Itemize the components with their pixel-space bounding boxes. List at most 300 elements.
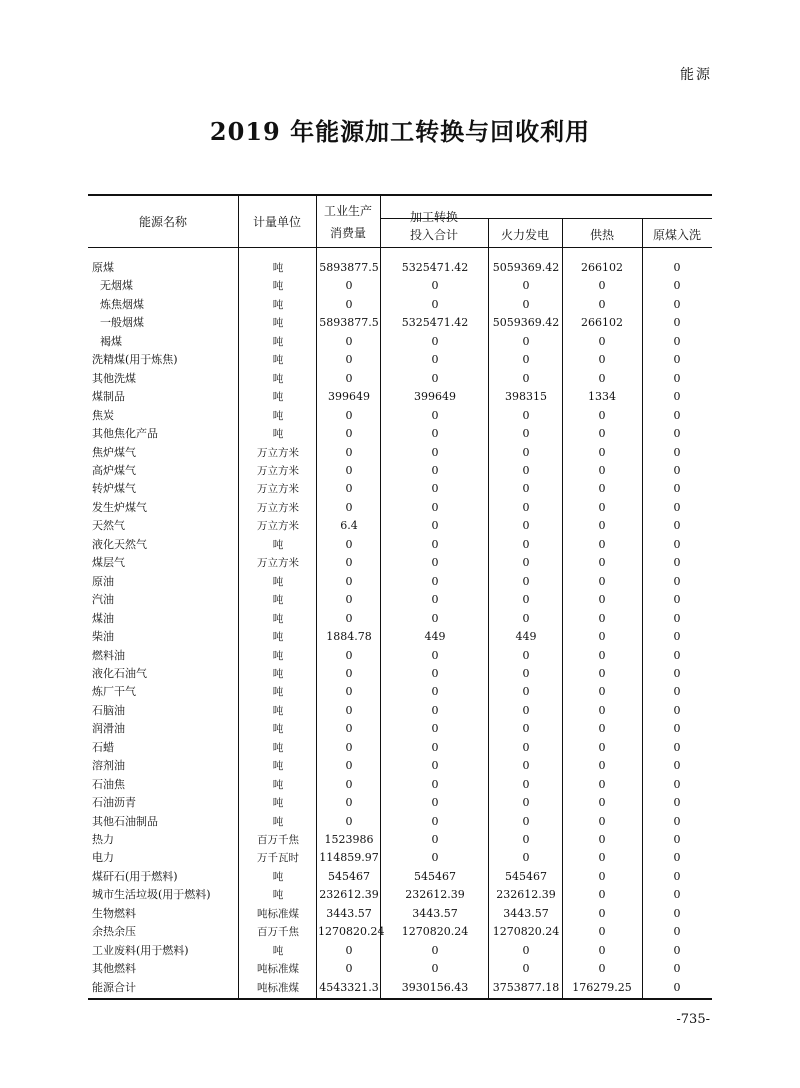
row-coal-washing: 0	[673, 261, 681, 274]
row-coal-washing: 0	[673, 869, 681, 883]
row-heat-supply: 0	[598, 353, 606, 367]
row-coal-washing: 0	[673, 500, 681, 514]
row-heat-supply: 0	[598, 537, 606, 551]
row-heat-supply: 0	[598, 666, 606, 680]
row-thermal-power: 232612.39	[496, 888, 556, 902]
table-row	[0, 314, 800, 332]
row-conversion-input: 0	[431, 500, 439, 514]
row-unit: 万立方米	[257, 446, 299, 459]
row-conversion-input: 5325471.42	[401, 261, 469, 274]
table-row	[0, 554, 800, 572]
row-heat-supply: 0	[598, 869, 606, 883]
table-top-rule	[88, 194, 712, 196]
row-unit: 吨	[272, 262, 284, 274]
row-conversion-input: 0	[431, 353, 439, 367]
row-energy-name: 柴油	[92, 630, 114, 643]
table-row	[0, 591, 800, 609]
row-heat-supply: 0	[598, 427, 606, 440]
row-industrial-consumption: 0	[345, 445, 353, 459]
row-industrial-consumption: 0	[345, 611, 353, 625]
row-energy-name: 其他焦化产品	[92, 427, 158, 440]
row-thermal-power: 398315	[505, 390, 547, 404]
row-industrial-consumption: 0	[345, 593, 353, 607]
row-conversion-input: 0	[431, 519, 439, 533]
row-conversion-input: 0	[431, 666, 439, 680]
table-row	[0, 351, 800, 369]
row-heat-supply: 0	[598, 500, 606, 514]
row-conversion-input: 0	[431, 297, 439, 311]
row-heat-supply: 0	[598, 519, 606, 533]
row-industrial-consumption: 0	[345, 574, 353, 588]
table-row	[0, 536, 800, 554]
row-energy-name: 其他洗煤	[92, 371, 136, 385]
row-unit: 吨	[272, 723, 284, 736]
row-unit: 吨	[272, 797, 284, 809]
row-energy-name: 汽油	[92, 593, 114, 607]
row-coal-washing: 0	[673, 943, 681, 957]
row-conversion-input: 0	[431, 943, 439, 957]
row-heat-supply: 0	[598, 334, 606, 348]
row-energy-name: 高炉煤气	[92, 463, 136, 477]
row-conversion-input: 0	[431, 537, 439, 551]
row-conversion-input: 0	[431, 796, 439, 809]
row-coal-washing: 0	[673, 630, 681, 643]
row-thermal-power: 0	[522, 334, 530, 348]
table-row	[0, 647, 800, 665]
row-conversion-input: 0	[431, 556, 439, 570]
table-bottom-rule	[88, 998, 712, 1000]
row-energy-name: 能源合计	[92, 980, 136, 994]
row-thermal-power: 0	[522, 371, 530, 385]
row-heat-supply: 0	[598, 630, 606, 643]
row-industrial-consumption: 0	[345, 297, 353, 311]
row-energy-name: 润滑油	[92, 722, 125, 736]
row-coal-washing: 0	[673, 537, 681, 551]
row-coal-washing: 0	[673, 888, 681, 902]
row-thermal-power: 5059369.42	[492, 261, 560, 274]
row-energy-name: 热力	[92, 832, 114, 846]
row-heat-supply: 0	[598, 482, 606, 496]
row-unit: 百万千焦	[257, 926, 299, 939]
row-coal-washing: 0	[673, 297, 681, 311]
row-conversion-input: 0	[431, 648, 439, 662]
row-energy-name: 生物燃料	[92, 906, 136, 920]
row-industrial-consumption: 0	[345, 962, 353, 976]
row-thermal-power: 0	[522, 740, 530, 754]
row-unit: 吨	[272, 667, 284, 680]
table-row	[0, 388, 800, 406]
table-row	[0, 407, 800, 425]
header-bottom-rule	[88, 247, 712, 248]
table-row	[0, 480, 800, 498]
table-row	[0, 665, 800, 683]
row-unit: 吨	[272, 372, 284, 385]
header-coal-washing: 原煤入洗	[652, 228, 701, 242]
row-unit: 吨	[272, 704, 284, 717]
row-conversion-input: 232612.39	[405, 888, 465, 902]
row-thermal-power: 449	[515, 630, 537, 643]
row-conversion-input: 0	[431, 777, 439, 791]
table-row	[0, 813, 800, 831]
row-thermal-power: 0	[522, 611, 530, 625]
row-heat-supply: 0	[598, 556, 606, 570]
row-heat-supply: 1334	[588, 390, 616, 404]
table-row	[0, 296, 800, 314]
row-thermal-power: 0	[522, 519, 530, 533]
row-conversion-input: 449	[424, 630, 446, 643]
row-unit: 吨	[272, 649, 284, 662]
row-industrial-consumption: 0	[345, 371, 353, 385]
row-unit: 吨	[272, 889, 284, 902]
header-energy-name: 能源名称	[138, 215, 187, 229]
table-row	[0, 720, 800, 738]
row-energy-name: 石脑油	[92, 703, 125, 717]
table-row	[0, 517, 800, 535]
row-thermal-power: 0	[522, 796, 530, 809]
row-unit: 吨	[272, 944, 284, 957]
row-industrial-consumption: 0	[345, 814, 353, 828]
row-unit: 百万千焦	[257, 833, 299, 846]
row-unit: 吨	[272, 391, 284, 404]
row-unit: 吨	[272, 594, 284, 607]
row-heat-supply: 266102	[581, 316, 623, 330]
row-coal-washing: 0	[673, 980, 681, 994]
table-row	[0, 277, 800, 295]
row-industrial-consumption: 0	[345, 740, 353, 754]
row-conversion-input: 0	[431, 814, 439, 828]
row-thermal-power: 0	[522, 279, 530, 293]
row-conversion-input: 0	[431, 740, 439, 754]
row-thermal-power: 0	[522, 685, 530, 699]
row-coal-washing: 0	[673, 814, 681, 828]
row-coal-washing: 0	[673, 593, 681, 607]
header-unit: 计量单位	[252, 215, 301, 229]
row-industrial-consumption: 0	[345, 427, 353, 440]
row-industrial-consumption: 0	[345, 722, 353, 736]
row-energy-name: 燃料油	[92, 648, 125, 662]
row-conversion-input: 0	[431, 759, 439, 773]
row-industrial-consumption: 1523986	[324, 832, 374, 846]
row-thermal-power: 0	[522, 943, 530, 957]
row-heat-supply: 0	[598, 685, 606, 699]
table-row	[0, 849, 800, 867]
row-industrial-consumption: 0	[345, 796, 353, 809]
row-conversion-input: 3443.57	[412, 906, 458, 920]
section-title: 能源	[680, 67, 712, 83]
row-coal-washing: 0	[673, 832, 681, 846]
row-heat-supply: 0	[598, 371, 606, 385]
row-heat-supply: 0	[598, 925, 606, 939]
row-heat-supply: 0	[598, 814, 606, 828]
row-coal-washing: 0	[673, 279, 681, 293]
row-industrial-consumption: 0	[345, 648, 353, 662]
row-coal-washing: 0	[673, 611, 681, 625]
row-industrial-consumption: 232612.39	[319, 888, 379, 902]
row-energy-name: 焦炉煤气	[92, 445, 136, 459]
row-heat-supply: 0	[598, 962, 606, 976]
row-thermal-power: 0	[522, 537, 530, 551]
row-thermal-power: 0	[522, 962, 530, 976]
row-coal-washing: 0	[673, 962, 681, 976]
row-coal-washing: 0	[673, 316, 681, 330]
table-row	[0, 831, 800, 849]
row-industrial-consumption: 0	[345, 353, 353, 367]
row-coal-washing: 0	[673, 777, 681, 791]
row-industrial-consumption: 3443.57	[326, 906, 372, 920]
table-row	[0, 628, 800, 646]
row-industrial-consumption: 0	[345, 537, 353, 551]
table-row	[0, 794, 800, 812]
header-heat-supply: 供热	[589, 228, 614, 242]
row-coal-washing: 0	[673, 463, 681, 477]
row-unit: 吨	[272, 335, 284, 348]
row-industrial-consumption: 0	[345, 556, 353, 570]
row-heat-supply: 0	[598, 796, 606, 809]
header-industrial-line2: 消费量	[329, 226, 366, 240]
row-conversion-input: 545467	[414, 869, 456, 883]
row-coal-washing: 0	[673, 353, 681, 367]
row-thermal-power: 0	[522, 297, 530, 311]
row-unit: 万千瓦时	[257, 852, 299, 865]
header-industrial-line1: 工业生产	[323, 204, 372, 218]
row-unit: 万立方米	[257, 520, 299, 533]
header-conversion-line1: 加工转换	[409, 210, 458, 224]
row-coal-washing: 0	[673, 334, 681, 348]
row-thermal-power: 0	[522, 500, 530, 514]
row-unit: 吨	[272, 575, 284, 588]
row-coal-washing: 0	[673, 740, 681, 754]
row-coal-washing: 0	[673, 685, 681, 699]
table-row	[0, 462, 800, 480]
row-heat-supply: 0	[598, 906, 606, 920]
row-energy-name: 褐煤	[100, 334, 122, 348]
row-coal-washing: 0	[673, 925, 681, 939]
row-thermal-power: 3443.57	[503, 906, 549, 920]
row-conversion-input: 0	[431, 685, 439, 699]
row-unit: 吨	[272, 815, 284, 828]
row-unit: 吨	[272, 409, 284, 422]
row-energy-name: 煤层气	[92, 556, 125, 570]
row-unit: 吨	[272, 870, 284, 883]
row-conversion-input: 3930156.43	[401, 980, 469, 994]
row-unit: 吨	[272, 686, 284, 699]
table-row	[0, 499, 800, 517]
row-thermal-power: 0	[522, 703, 530, 717]
row-energy-name: 石蜡	[92, 740, 114, 754]
row-unit: 吨	[272, 298, 284, 311]
table-row	[0, 333, 800, 351]
row-heat-supply: 0	[598, 888, 606, 902]
row-energy-name: 转炉煤气	[92, 482, 136, 496]
row-energy-name: 其他燃料	[92, 962, 136, 976]
row-industrial-consumption: 4543321.3	[319, 980, 379, 994]
row-industrial-consumption: 0	[345, 279, 353, 293]
row-conversion-input: 0	[431, 371, 439, 385]
row-conversion-input: 0	[431, 463, 439, 477]
row-unit: 吨标准煤	[257, 963, 299, 976]
header-thermal-power: 火力发电	[500, 228, 549, 242]
row-unit: 万立方米	[257, 483, 299, 496]
table-row	[0, 905, 800, 923]
row-energy-name: 煤制品	[92, 390, 125, 404]
row-unit: 吨	[272, 760, 284, 773]
table-row	[0, 370, 800, 388]
row-energy-name: 洗精煤(用于炼焦)	[92, 353, 178, 367]
row-thermal-power: 0	[522, 666, 530, 680]
table-row	[0, 259, 800, 277]
row-conversion-input: 1270820.24	[401, 925, 469, 939]
row-coal-washing: 0	[673, 648, 681, 662]
row-industrial-consumption: 1270820.24	[318, 925, 385, 939]
row-industrial-consumption: 0	[345, 482, 353, 496]
row-industrial-consumption: 545467	[328, 869, 370, 883]
page-title: 2019 年能源加工转换与回收利用	[209, 117, 591, 146]
row-energy-name: 原煤	[92, 261, 114, 274]
row-unit: 吨	[272, 354, 284, 367]
header-conversion-line2: 投入合计	[409, 228, 458, 242]
row-coal-washing: 0	[673, 759, 681, 773]
row-unit: 吨标准煤	[257, 907, 299, 920]
row-thermal-power: 0	[522, 593, 530, 607]
row-thermal-power: 0	[522, 482, 530, 496]
table-row	[0, 610, 800, 628]
table-row	[0, 757, 800, 775]
row-unit: 吨	[272, 538, 284, 551]
row-unit: 吨	[272, 428, 284, 440]
row-thermal-power: 0	[522, 574, 530, 588]
row-energy-name: 石油沥青	[92, 796, 136, 809]
row-energy-name: 一般烟煤	[100, 316, 144, 330]
row-coal-washing: 0	[673, 445, 681, 459]
row-heat-supply: 0	[598, 740, 606, 754]
row-coal-washing: 0	[673, 408, 681, 422]
row-conversion-input: 0	[431, 427, 439, 440]
table-row	[0, 886, 800, 904]
row-heat-supply: 0	[598, 408, 606, 422]
row-thermal-power: 0	[522, 759, 530, 773]
row-heat-supply: 0	[598, 463, 606, 477]
row-industrial-consumption: 0	[345, 463, 353, 477]
row-unit: 吨	[272, 631, 284, 643]
table-row	[0, 573, 800, 591]
row-thermal-power: 0	[522, 851, 530, 865]
row-industrial-consumption: 0	[345, 759, 353, 773]
row-coal-washing: 0	[673, 722, 681, 736]
row-energy-name: 其他石油制品	[92, 814, 158, 828]
row-energy-name: 城市生活垃圾(用于燃料)	[92, 888, 211, 902]
row-industrial-consumption: 5893877.5	[319, 316, 379, 330]
row-energy-name: 焦炭	[92, 408, 114, 422]
row-heat-supply: 0	[598, 777, 606, 791]
row-unit: 吨	[272, 778, 284, 791]
row-unit: 万立方米	[257, 557, 299, 570]
row-energy-name: 余热余压	[92, 925, 136, 939]
row-heat-supply: 266102	[581, 261, 623, 274]
table-row	[0, 960, 800, 978]
row-energy-name: 工业废料(用于燃料)	[92, 943, 189, 957]
row-conversion-input: 0	[431, 962, 439, 976]
row-conversion-input: 0	[431, 722, 439, 736]
row-conversion-input: 0	[431, 574, 439, 588]
table-row	[0, 923, 800, 941]
row-thermal-power: 0	[522, 408, 530, 422]
row-coal-washing: 0	[673, 906, 681, 920]
row-heat-supply: 0	[598, 279, 606, 293]
row-industrial-consumption: 6.4	[340, 519, 358, 533]
row-industrial-consumption: 1884.78	[326, 630, 372, 643]
row-heat-supply: 0	[598, 759, 606, 773]
row-coal-washing: 0	[673, 796, 681, 809]
row-thermal-power: 0	[522, 445, 530, 459]
row-coal-washing: 0	[673, 703, 681, 717]
row-thermal-power: 0	[522, 556, 530, 570]
row-thermal-power: 0	[522, 722, 530, 736]
row-heat-supply: 0	[598, 943, 606, 957]
row-energy-name: 煤油	[92, 611, 114, 625]
row-thermal-power: 0	[522, 777, 530, 791]
row-heat-supply: 0	[598, 703, 606, 717]
row-coal-washing: 0	[673, 482, 681, 496]
table-row	[0, 683, 800, 701]
row-coal-washing: 0	[673, 371, 681, 385]
table-row	[0, 942, 800, 960]
row-industrial-consumption: 5893877.5	[319, 261, 379, 274]
row-coal-washing: 0	[673, 666, 681, 680]
row-energy-name: 液化石油气	[92, 666, 147, 680]
table-row	[0, 444, 800, 462]
row-industrial-consumption: 0	[345, 408, 353, 422]
row-conversion-input: 0	[431, 593, 439, 607]
row-heat-supply: 0	[598, 593, 606, 607]
row-energy-name: 电力	[92, 851, 114, 865]
row-industrial-consumption: 0	[345, 777, 353, 791]
row-conversion-input: 0	[431, 408, 439, 422]
table-row	[0, 776, 800, 794]
row-heat-supply: 0	[598, 297, 606, 311]
row-unit: 吨	[272, 741, 284, 754]
row-thermal-power: 0	[522, 427, 530, 440]
row-heat-supply: 0	[598, 851, 606, 865]
row-conversion-input: 0	[431, 851, 439, 865]
row-conversion-input: 0	[431, 445, 439, 459]
row-heat-supply: 176279.25	[572, 980, 632, 994]
row-energy-name: 石油焦	[92, 777, 125, 791]
page-number: -735-	[676, 1012, 710, 1027]
row-conversion-input: 0	[431, 703, 439, 717]
row-energy-name: 溶剂油	[92, 759, 125, 773]
row-unit: 吨	[272, 612, 284, 625]
row-energy-name: 天然气	[92, 519, 125, 533]
row-heat-supply: 0	[598, 574, 606, 588]
row-thermal-power: 1270820.24	[492, 925, 560, 939]
row-thermal-power: 5059369.42	[492, 316, 560, 330]
row-heat-supply: 0	[598, 611, 606, 625]
row-industrial-consumption: 0	[345, 703, 353, 717]
row-energy-name: 发生炉煤气	[92, 500, 147, 514]
row-industrial-consumption: 399649	[328, 390, 370, 404]
row-unit: 吨	[272, 317, 284, 330]
row-unit: 吨标准煤	[257, 981, 299, 994]
row-industrial-consumption: 0	[345, 500, 353, 514]
table-row	[0, 702, 800, 720]
row-energy-name: 炼焦烟煤	[100, 297, 144, 311]
table-row	[0, 425, 800, 443]
row-conversion-input: 0	[431, 482, 439, 496]
row-unit: 万立方米	[257, 501, 299, 514]
row-coal-washing: 0	[673, 851, 681, 865]
row-unit: 万立方米	[257, 464, 299, 477]
row-conversion-input: 0	[431, 611, 439, 625]
